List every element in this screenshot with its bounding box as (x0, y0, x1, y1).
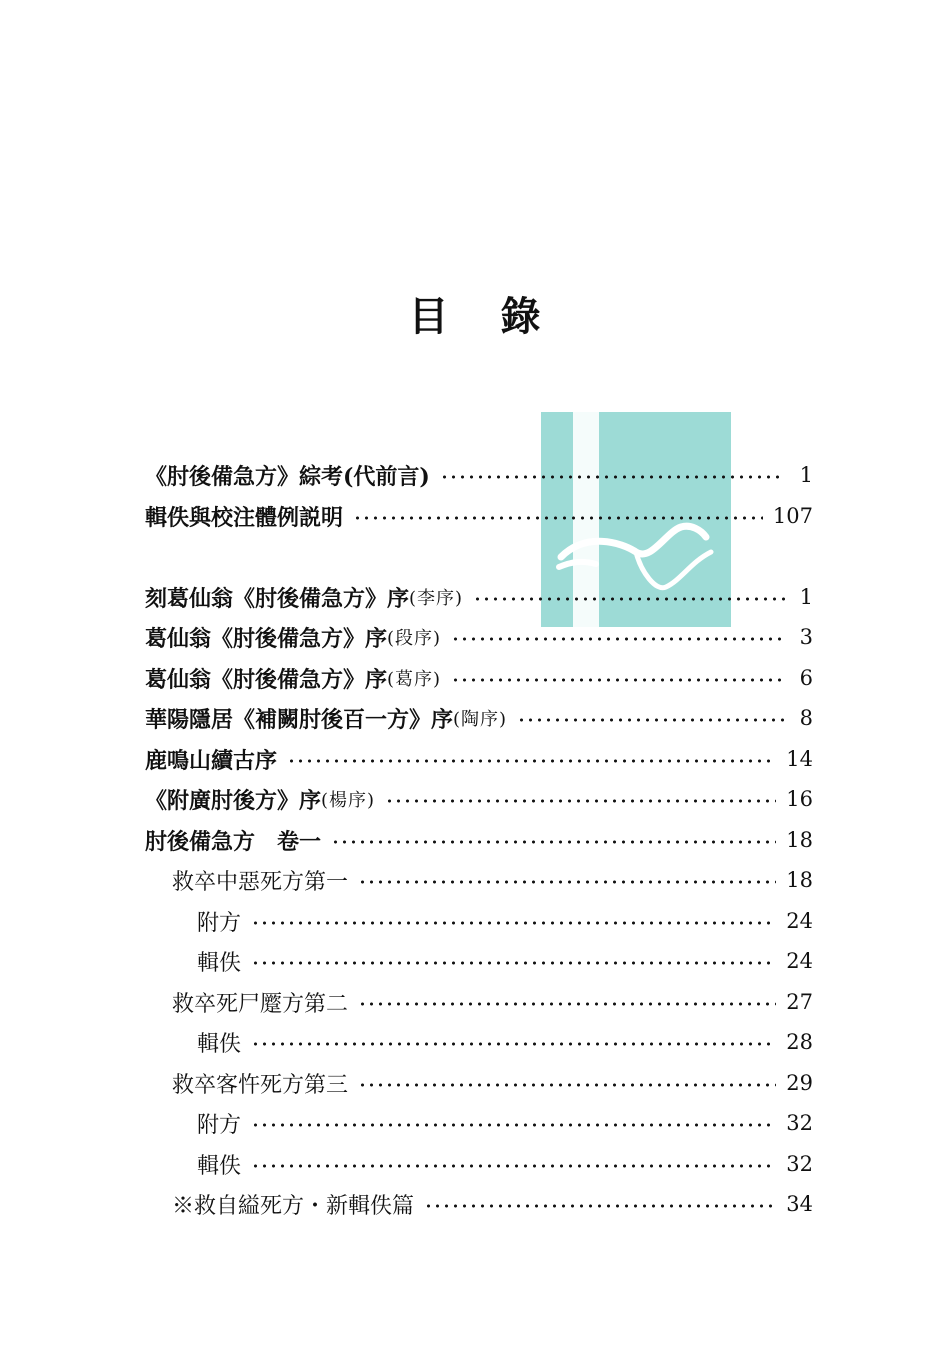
toc-entry-page: 34 (786, 1192, 813, 1216)
toc-entry-title: ※救自縊死方・新輯佚篇 (172, 1193, 415, 1219)
dot-leader (440, 475, 785, 479)
dot-leader (331, 840, 776, 844)
dot-leader (353, 516, 763, 520)
toc-entry (197, 1103, 813, 1143)
toc-entry-page: 1 (799, 585, 813, 609)
toc-entry (145, 820, 813, 860)
dot-leader (358, 880, 776, 884)
dot-leader (251, 961, 776, 965)
toc-entry-page: 28 (786, 1030, 813, 1054)
toc-entry-title: 華陽隱居《補闕肘後百一方》序 (145, 706, 454, 733)
toc-entry (172, 1184, 813, 1224)
toc-entry-title: 葛仙翁《肘後備急方》序 (145, 666, 388, 693)
toc-entry (145, 455, 813, 495)
toc-entry (145, 617, 813, 657)
toc-entry-page: 32 (786, 1111, 813, 1135)
toc-entry-title: 附方 (197, 910, 242, 936)
dot-leader (251, 921, 776, 925)
toc-entry (172, 860, 813, 900)
toc-entry-page: 16 (786, 787, 813, 811)
toc-entry-page: 18 (786, 868, 813, 892)
toc-entry-title: 肘後備急方 卷一 (145, 828, 322, 855)
toc-entry-title: 救卒中惡死方第一 (172, 869, 349, 895)
toc-entry-title: 輯佚 (197, 950, 242, 976)
toc-entry-page: 3 (799, 625, 813, 649)
toc-entry-page: 8 (799, 706, 813, 730)
toc-entry (197, 941, 813, 981)
toc-entry-title: 鹿鳴山續古序 (145, 747, 278, 774)
toc-entry-page: 24 (786, 949, 813, 973)
toc-entry-title: 輯佚 (197, 1031, 242, 1057)
toc-entry-title: 救卒客忤死方第三 (172, 1072, 349, 1098)
toc-entry (145, 739, 813, 779)
dot-leader (251, 1123, 776, 1127)
dot-leader (358, 1002, 776, 1006)
toc-entry-page: 107 (772, 504, 813, 528)
toc-entry-page: 32 (786, 1152, 813, 1176)
toc-entry (197, 1022, 813, 1062)
toc-entry-title: 輯佚與校注體例説明 (145, 504, 344, 531)
toc-entry-page: 24 (786, 909, 813, 933)
toc-entry-note: (楊序) (321, 790, 376, 811)
toc-entry-title: 葛仙翁《肘後備急方》序 (145, 625, 388, 652)
toc-entry-title: 救卒死尸蹷方第二 (172, 991, 349, 1017)
toc-entry-title: 刻葛仙翁《肘後備急方》序 (145, 585, 410, 612)
toc-entry (145, 698, 813, 738)
toc-entry-note: (陶序) (453, 709, 508, 730)
dot-leader (473, 597, 785, 601)
toc-entry-title: 輯佚 (197, 1153, 242, 1179)
toc-entry-note: (葛序) (387, 669, 442, 690)
toc-entry (145, 496, 813, 536)
toc-entry (145, 577, 813, 617)
toc-entry-page: 6 (799, 666, 813, 690)
dot-leader (424, 1204, 776, 1208)
toc-entry-page: 18 (786, 828, 813, 852)
toc-entry-page: 1 (799, 463, 813, 487)
dot-leader (451, 637, 785, 641)
dot-leader (251, 1042, 776, 1046)
toc-entry (197, 901, 813, 941)
toc-entry-page: 29 (786, 1071, 813, 1095)
toc-entry-title: 附方 (197, 1112, 242, 1138)
toc-entry-page: 27 (786, 990, 813, 1014)
dot-leader (358, 1083, 776, 1087)
toc-entry (145, 779, 813, 819)
toc-entry (172, 982, 813, 1022)
toc-entry (197, 1144, 813, 1184)
toc-entry-page: 14 (786, 747, 813, 771)
title-char-1: 目 (408, 293, 451, 340)
page-title (0, 285, 951, 342)
dot-leader (451, 678, 785, 682)
toc-entry (172, 1063, 813, 1103)
title-char-2: 錄 (500, 293, 543, 340)
dot-leader (517, 718, 785, 722)
toc-entry-note: (段序) (387, 628, 442, 649)
toc-entry-title: 《附廣肘後方》序 (145, 787, 322, 814)
toc-entry-title: 《肘後備急方》綜考(代前言) (145, 463, 430, 490)
dot-leader (251, 1164, 776, 1168)
dot-leader (385, 799, 776, 803)
toc-entry-note: (李序) (409, 588, 464, 609)
dot-leader (287, 759, 776, 763)
toc-entry (145, 658, 813, 698)
